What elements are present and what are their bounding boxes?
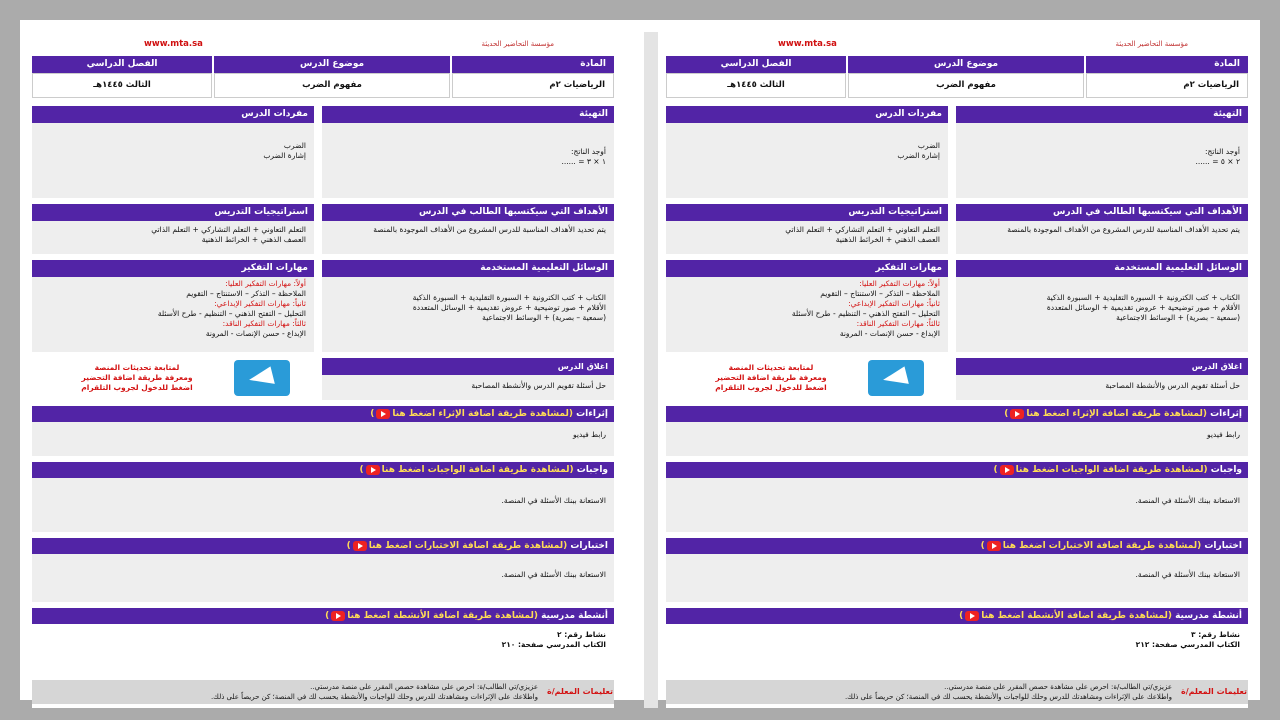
teacher-notes-label: تعليمات المعلم/ة <box>546 687 614 696</box>
thinking-heading: ثانياً: مهارات التفكير الإبداعي: <box>214 299 306 308</box>
closing-title: اغلاق الدرس <box>956 358 1248 375</box>
topic-value: مفهوم الضرب <box>214 73 450 98</box>
teacher-note-line: عزيزي/تي الطالب/ة: احرص على مشاهدة حصص المقرر على منصة مدرستي.. <box>310 683 538 691</box>
aids-title: الوسائل التعليمية المستخدمة <box>956 260 1248 277</box>
activity-page: الكتاب المدرسي صفحة: ٢١٠ <box>501 640 606 649</box>
strategies-section <box>32 204 314 254</box>
strategies-section <box>666 204 948 254</box>
thinking-title: مهارات التفكير <box>666 260 948 277</box>
lesson-page-right <box>666 32 1248 708</box>
enrichment-video-link[interactable]: (لمشاهدة طريقة اضافة الإثراء اضغط هنا) <box>370 409 573 419</box>
thinking-text: التحليل – التفتح الذهني – التنظيم - طرح الأسئلة <box>157 309 306 318</box>
aids-line: الكتاب + كتب الكترونية + السبورة التقليدية + السبورة الذكية <box>412 293 606 302</box>
youtube-icon <box>987 541 1001 551</box>
vocab-item: الضرب <box>917 141 940 150</box>
institution-name: مؤسسة التحاضير الحديثة <box>481 40 554 48</box>
subject-value: الرياضيات ٢م <box>1086 73 1248 98</box>
telegram-promo-line: اضغط للدخول لجروب التلقرام <box>81 383 193 392</box>
term-col <box>32 56 212 98</box>
telegram-promo-line: لمتابعة تحديثات المنصة <box>94 363 180 372</box>
tests-title: اختبارات <box>570 541 608 551</box>
telegram-plane-icon <box>247 366 275 389</box>
vocab-item: الضرب <box>283 141 306 150</box>
warmup-title: التهيئة <box>956 106 1248 123</box>
homework-section <box>666 462 1248 532</box>
term-value: الثالث ١٤٤٥هـ <box>666 73 846 98</box>
thinking-section <box>666 260 948 352</box>
term-col <box>666 56 846 98</box>
thinking-text: الإبداع - حسن الإنصات - المرونة <box>839 329 940 338</box>
telegram-plane-icon <box>881 366 909 389</box>
enrichment-title: إثراءات <box>576 409 608 419</box>
youtube-icon <box>965 611 979 621</box>
warmup-section <box>322 106 614 198</box>
activities-video-link[interactable]: (لمشاهدة طريقة اضافة الأنشطة اضغط هنا) <box>959 611 1172 621</box>
document-frame <box>20 20 1260 700</box>
subject-label: المادة <box>452 56 614 73</box>
teacher-notes <box>32 680 614 704</box>
thinking-heading: ثانياً: مهارات التفكير الإبداعي: <box>848 299 940 308</box>
homework-title: واجبات <box>576 465 608 475</box>
vocabulary-section <box>32 106 314 198</box>
warmup-prompt: أوجد الناتج: <box>570 147 606 156</box>
term-label: الفصل الدراسي <box>666 56 846 73</box>
strategies-line: التعلم التعاوني + التعلم التشاركي + التعلم الذاتي <box>151 225 306 234</box>
term-value: الثالث ١٤٤٥هـ <box>32 73 212 98</box>
enrichment-title: إثراءات <box>1210 409 1242 419</box>
activities-section <box>666 608 1248 678</box>
thinking-title: مهارات التفكير <box>32 260 314 277</box>
vocab-item: إشارة الضرب <box>897 151 940 160</box>
vocabulary-title: مفردات الدرس <box>32 106 314 123</box>
teacher-note-line: عزيزي/تي الطالب/ة: احرص على مشاهدة حصص المقرر على منصة مدرستي.. <box>944 683 1172 691</box>
telegram-icon[interactable] <box>868 360 924 396</box>
thinking-text: الملاحظة – التذكر – الاستنتاج – التقويم <box>820 289 940 298</box>
page-header <box>32 32 614 52</box>
lesson-page-left <box>32 32 614 708</box>
youtube-icon <box>1010 409 1024 419</box>
thinking-heading: أولاً: مهارات التفكير العليا: <box>225 279 306 288</box>
youtube-icon <box>1000 465 1014 475</box>
strategies-line: العصف الذهني + الخرائط الذهنية <box>201 235 306 244</box>
thinking-section <box>32 260 314 352</box>
strategies-line: العصف الذهني + الخرائط الذهنية <box>835 235 940 244</box>
term-label: الفصل الدراسي <box>32 56 212 73</box>
telegram-promo[interactable] <box>706 363 836 393</box>
page-divider <box>644 32 658 708</box>
tests-text: الاستعانة ببنك الأسئلة في المنصة. <box>501 570 606 579</box>
youtube-icon <box>376 409 390 419</box>
vocab-item: إشارة الضرب <box>263 151 306 160</box>
topic-label: موضوع الدرس <box>848 56 1084 73</box>
page-header <box>666 32 1248 52</box>
teacher-notes <box>666 680 1248 704</box>
activities-title: أنشطة مدرسية <box>1175 611 1242 621</box>
youtube-icon <box>353 541 367 551</box>
aids-line: الأقلام + صور توضيحية + عروض تقديمية + الوسائل المتعددة <box>1046 303 1240 312</box>
telegram-promo-line: لمتابعة تحديثات المنصة <box>728 363 814 372</box>
topic-col <box>214 56 450 98</box>
telegram-icon[interactable] <box>234 360 290 396</box>
subject-col <box>1086 56 1248 98</box>
topic-label: موضوع الدرس <box>214 56 450 73</box>
aids-line: (سمعية – بصرية) + الوسائط الاجتماعية <box>482 313 606 322</box>
activity-number: نشاط رقم: ٣ <box>1191 630 1240 639</box>
homework-text: الاستعانة ببنك الأسئلة في المنصة. <box>1135 496 1240 505</box>
homework-text: الاستعانة ببنك الأسئلة في المنصة. <box>501 496 606 505</box>
thinking-text: الإبداع - حسن الإنصات - المرونة <box>205 329 306 338</box>
closing-title: اغلاق الدرس <box>322 358 614 375</box>
closing-text: حل أسئلة تقويم الدرس والأنشطة المصاحبة <box>1105 381 1240 390</box>
activities-section <box>32 608 614 678</box>
telegram-promo-line: ومعرفة طريقة اضافة التحضير <box>81 373 193 382</box>
objectives-text: يتم تحديد الأهداف المناسبة للدرس المشروع من الأهداف الموجودة بالمنصة <box>1007 225 1240 234</box>
aids-section <box>322 260 614 352</box>
website-link[interactable]: www.mta.sa <box>778 39 837 49</box>
enrichment-section <box>32 406 614 456</box>
enrichment-text: رابط فيديو <box>1206 430 1240 439</box>
tests-title: اختبارات <box>1204 541 1242 551</box>
lesson-info <box>32 56 614 98</box>
aids-line: (سمعية – بصرية) + الوسائط الاجتماعية <box>1116 313 1240 322</box>
homework-video-link[interactable]: (لمشاهدة طريقة اضافة الواجبات اضغط هنا) <box>359 465 574 475</box>
enrichment-text: رابط فيديو <box>572 430 606 439</box>
lesson-info <box>666 56 1248 98</box>
activity-number: نشاط رقم: ٢ <box>557 630 606 639</box>
strategies-title: استراتيجيات التدريس <box>32 204 314 221</box>
objectives-title: الأهداف التي سيكتسبها الطالب في الدرس <box>956 204 1248 221</box>
tests-section <box>666 538 1248 602</box>
homework-section <box>32 462 614 532</box>
teacher-note-line: واطلاعك على الإثراءات ومشاهدتك للدرس وحلك للواجبات والأنشطة يحسب لك في المنصة؛ كن حريصاً على ذلك. <box>210 693 538 701</box>
telegram-promo-line: اضغط للدخول لجروب التلقرام <box>715 383 827 392</box>
aids-title: الوسائل التعليمية المستخدمة <box>322 260 614 277</box>
topic-col <box>848 56 1084 98</box>
telegram-promo[interactable] <box>72 363 202 393</box>
tests-video-link[interactable]: (لمشاهدة طريقة اضافة الاختبارات اضغط هنا) <box>346 541 568 551</box>
teacher-notes-label: تعليمات المعلم/ة <box>1180 687 1248 696</box>
activities-title: أنشطة مدرسية <box>541 611 608 621</box>
strategies-title: استراتيجيات التدريس <box>666 204 948 221</box>
thinking-heading: ثالثاً: مهارات التفكير الناقد: <box>856 319 940 328</box>
website-link[interactable]: www.mta.sa <box>144 39 203 49</box>
objectives-text: يتم تحديد الأهداف المناسبة للدرس المشروع من الأهداف الموجودة بالمنصة <box>373 225 606 234</box>
aids-line: الكتاب + كتب الكترونية + السبورة التقليدية + السبورة الذكية <box>1046 293 1240 302</box>
warmup-equation: ١ × ٣ = ...... <box>561 157 606 166</box>
youtube-icon <box>366 465 380 475</box>
objectives-title: الأهداف التي سيكتسبها الطالب في الدرس <box>322 204 614 221</box>
subject-label: المادة <box>1086 56 1248 73</box>
homework-title: واجبات <box>1210 465 1242 475</box>
warmup-section <box>956 106 1248 198</box>
teacher-note-line: واطلاعك على الإثراءات ومشاهدتك للدرس وحلك للواجبات والأنشطة يحسب لك في المنصة؛ كن حريصاً على ذلك. <box>844 693 1172 701</box>
vocabulary-title: مفردات الدرس <box>666 106 948 123</box>
aids-line: الأقلام + صور توضيحية + عروض تقديمية + الوسائل المتعددة <box>412 303 606 312</box>
enrichment-section <box>666 406 1248 456</box>
warmup-equation: ٢ × ٥ = ...... <box>1195 157 1240 166</box>
subject-col <box>452 56 614 98</box>
objectives-section <box>322 204 614 254</box>
vocabulary-section <box>666 106 948 198</box>
youtube-icon <box>331 611 345 621</box>
telegram-promo-line: ومعرفة طريقة اضافة التحضير <box>715 373 827 382</box>
tests-video-link[interactable]: (لمشاهدة طريقة اضافة الاختبارات اضغط هنا) <box>980 541 1202 551</box>
warmup-title: التهيئة <box>322 106 614 123</box>
thinking-heading: ثالثاً: مهارات التفكير الناقد: <box>222 319 306 328</box>
activity-page: الكتاب المدرسي صفحة: ٢١٢ <box>1135 640 1240 649</box>
strategies-line: التعلم التعاوني + التعلم التشاركي + التعلم الذاتي <box>785 225 940 234</box>
tests-text: الاستعانة ببنك الأسئلة في المنصة. <box>1135 570 1240 579</box>
closing-section <box>956 358 1248 400</box>
tests-section <box>32 538 614 602</box>
thinking-text: التحليل – التفتح الذهني – التنظيم - طرح الأسئلة <box>791 309 940 318</box>
subject-value: الرياضيات ٢م <box>452 73 614 98</box>
thinking-heading: أولاً: مهارات التفكير العليا: <box>859 279 940 288</box>
closing-section <box>322 358 614 400</box>
enrichment-video-link[interactable]: (لمشاهدة طريقة اضافة الإثراء اضغط هنا) <box>1004 409 1207 419</box>
closing-text: حل أسئلة تقويم الدرس والأنشطة المصاحبة <box>471 381 606 390</box>
activities-video-link[interactable]: (لمشاهدة طريقة اضافة الأنشطة اضغط هنا) <box>325 611 538 621</box>
aids-section <box>956 260 1248 352</box>
homework-video-link[interactable]: (لمشاهدة طريقة اضافة الواجبات اضغط هنا) <box>993 465 1208 475</box>
warmup-prompt: أوجد الناتج: <box>1204 147 1240 156</box>
objectives-section <box>956 204 1248 254</box>
thinking-text: الملاحظة – التذكر – الاستنتاج – التقويم <box>186 289 306 298</box>
topic-value: مفهوم الضرب <box>848 73 1084 98</box>
institution-name: مؤسسة التحاضير الحديثة <box>1115 40 1188 48</box>
